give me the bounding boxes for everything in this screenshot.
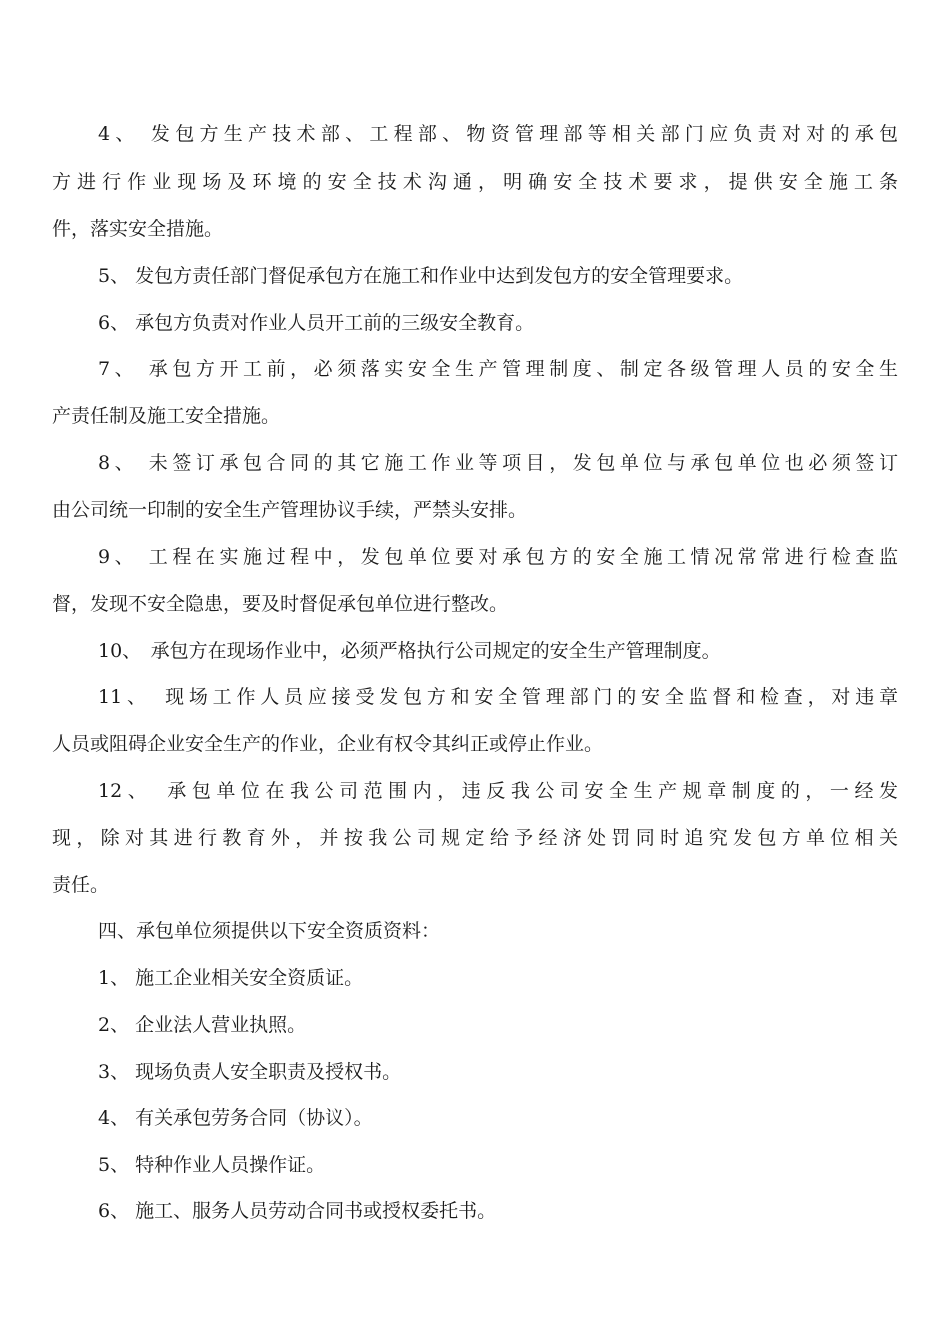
list-item-5: 5、 特种作业人员操作证。	[98, 1154, 326, 1176]
paragraph-6: 6、 承包方负责对作业人员开工前的三级安全教育。	[98, 312, 535, 334]
paragraph-12-line-2: 现，除对其进行教育外，并按我公司规定给予经济处罚同时追究发包方单位相关	[52, 827, 898, 849]
paragraph-9-line-1: 9、 工程在实施过程中，发包单位要对承包方的安全施工情况常常进行检查监	[98, 546, 898, 568]
list-item-3: 3、 现场负责人安全职责及授权书。	[98, 1061, 402, 1083]
paragraph-7-line-2: 产责任制及施工安全措施。	[52, 405, 281, 427]
list-item-1: 1、 施工企业相关安全资质证。	[98, 967, 364, 989]
paragraph-4-line-3: 件，落实安全措施。	[52, 218, 224, 240]
paragraph-4-line-1: 4、 发包方生产技术部、工程部、物资管理部等相关部门应负责对对的承包	[98, 123, 898, 145]
paragraph-7-line-1: 7、 承包方开工前，必须落实安全生产管理制度、制定各级管理人员的安全生	[98, 358, 898, 380]
section-heading-4: 四、承包单位须提供以下安全资质资料：	[98, 920, 441, 942]
paragraph-5: 5、 发包方责任部门督促承包方在施工和作业中达到发包方的安全管理要求。	[98, 265, 744, 287]
paragraph-4-line-2: 方进行作业现场及环境的安全技术沟通，明确安全技术要求，提供安全施工条	[52, 171, 898, 193]
paragraph-11-line-2: 人员或阻碍企业安全生产的作业，企业有权令其纠正或停止作业。	[52, 733, 604, 755]
paragraph-10: 10、 承包方在现场作业中，必须严格执行公司规定的安全生产管理制度。	[98, 640, 721, 662]
paragraph-9-line-2: 督，发现不安全隐患，要及时督促承包单位进行整改。	[52, 593, 509, 615]
paragraph-12-line-3: 责任。	[52, 874, 110, 896]
paragraph-12-line-1: 12、 承包单位在我公司范围内，违反我公司安全生产规章制度的，一经发	[98, 780, 898, 802]
list-item-2: 2、 企业法人营业执照。	[98, 1014, 307, 1036]
paragraph-8-line-1: 8、 未签订承包合同的其它施工作业等项目，发包单位与承包单位也必须签订	[98, 452, 898, 474]
list-item-4: 4、 有关承包劳务合同（协议）。	[98, 1107, 373, 1129]
paragraph-11-line-1: 11、 现场工作人员应接受发包方和安全管理部门的安全监督和检查，对违章	[98, 686, 898, 708]
paragraph-8-line-2: 由公司统一印制的安全生产管理协议手续，严禁头安排。	[52, 499, 528, 521]
list-item-6: 6、 施工、服务人员劳动合同书或授权委托书。	[98, 1200, 497, 1222]
